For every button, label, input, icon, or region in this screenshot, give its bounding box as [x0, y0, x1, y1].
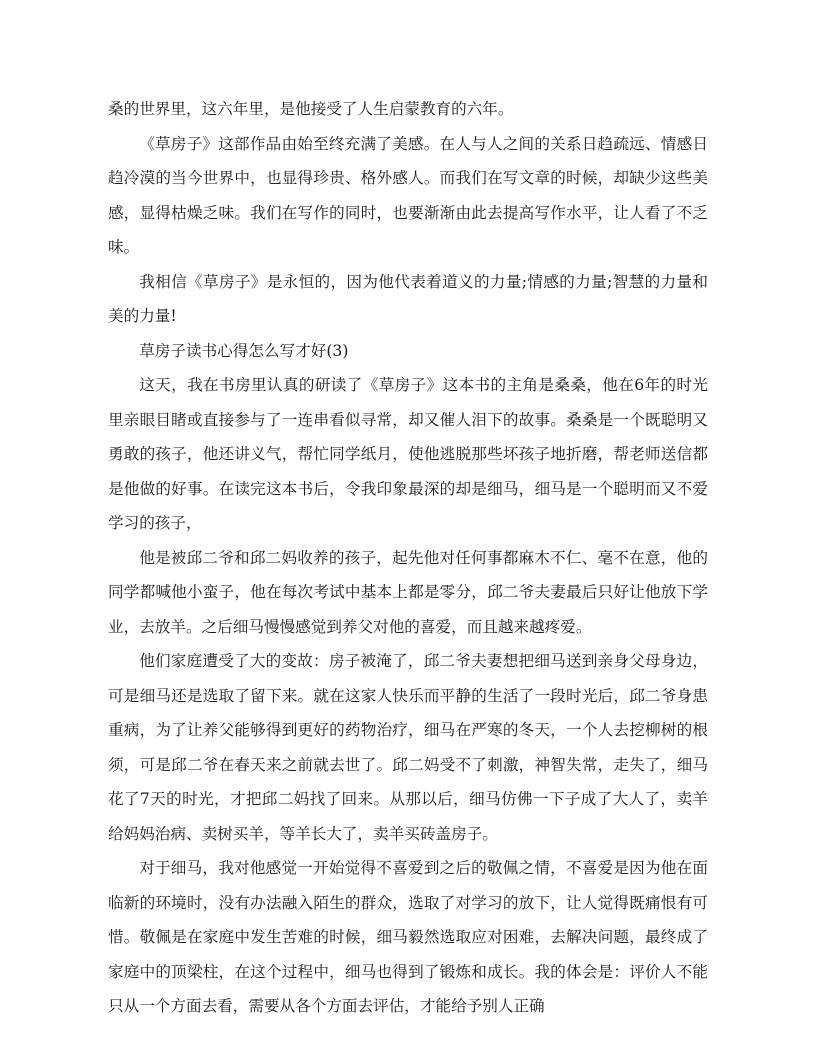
paragraph-7: 对于细马，我对他感觉一开始觉得不喜爱到之后的敬佩之情，不喜爱是因为他在面临新的环境时，没有办法融入陌生的群众，选取了对学习的放下，让人觉得既痛恨有可惜。敬佩是在家庭中发生苦难的时候，细马毅然选取应对困难，去解决问题，最终成了家庭中的顶梁柱，在这个过程中，细马也得到了锻炼和成长。我的体会是：评价人不能只从一个方面去看，需要从各个方面去评估，才能给予别人正确 [108, 859, 708, 1015]
paragraph-3: 我相信《草房子》是永恒的，因为他代表着道义的力量;情感的力量;智慧的力量和美的力量! [108, 272, 708, 325]
paragraph-5: 他是被邱二爷和邱二妈收养的孩子，起先他对任何事都麻木不仁、毫不在意，他的同学都喊他小蛮子，他在每次考试中基本上都是零分，邱二爷夫妻最后只好让他放下学业，去放羊。之后细马慢慢感觉到养父对他的喜爱，而且越来越疼爱。 [108, 548, 708, 636]
paragraph-4: 这天，我在书房里认真的研读了《草房子》这本书的主角是桑桑，他在6年的时光里亲眼目睹或直接参与了一连串看似寻常，却又催人泪下的故事。桑桑是一个既聪明又勇敢的孩子，他还讲义气，帮忙同学纸月，使他逃脱那些坏孩子地折磨，帮老师送信都是他做的好事。在读完这本书后，令我印象最深的却是细马，细马是一个聪明而又不爱学习的孩子， [108, 376, 708, 532]
section-heading: 草房子读书心得怎么写才好(3) [139, 341, 349, 360]
paragraph-6: 他们家庭遭受了大的变故：房子被淹了，邱二爷夫妻想把细马送到亲身父母身边，可是细马还是选取了留下来。就在这家人快乐而平静的生活了一段时光后，邱二爷身患重病，为了让养父能够得到更好的药物治疗，细马在严寒的冬天，一个人去挖柳树的根须，可是邱二爷在春天来之前就去世了。邱二妈受不了刺激，神智失常，走失了，细马花了7天的时光，才把邱二妈找了回来。从那以后，细马仿佛一下子成了大人了，卖羊给妈妈治病、卖树买羊，等羊长大了，卖羊买砖盖房子。 [108, 652, 708, 843]
paragraph-1: 桑的世界里，这六年里，是他接受了人生启蒙教育的六年。 [108, 100, 514, 118]
paragraph-2: 《草房子》这部作品由始至终充满了美感。在人与人之间的关系日趋疏远、情感日趋冷漠的当今世界中，也显得珍贵、格外感人。而我们在写文章的时候，却缺少这些美感，显得枯燥乏味。我们在写作的同时，也要渐渐由此去提高写作水平，让人看了不乏味。 [108, 134, 708, 256]
document-body [108, 92, 708, 1024]
